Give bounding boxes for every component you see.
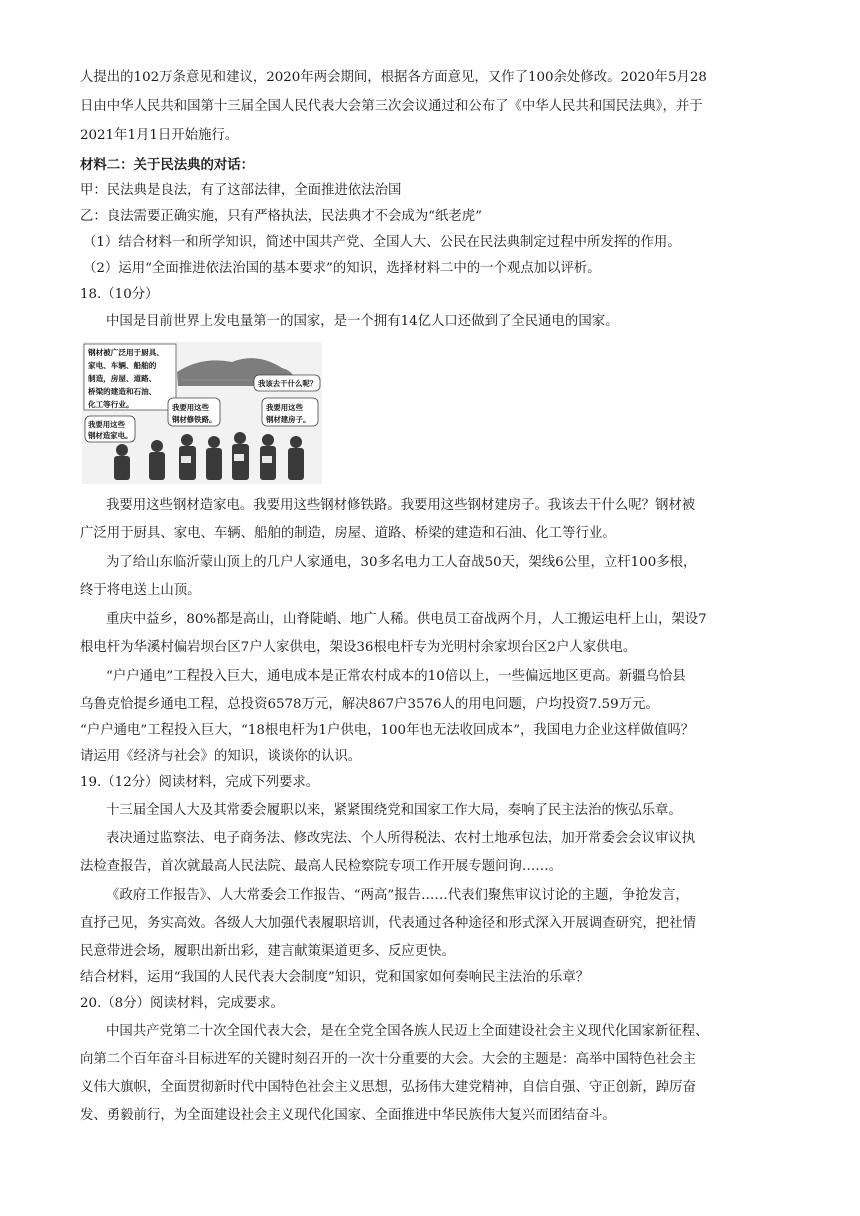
material-two-title: 材料二：关于民法典的对话：: [80, 157, 255, 173]
cartoon-bubble-a-line: 钢材造家电。: [88, 431, 133, 440]
text-line: 民意带进会场，履职出新出彩，建言献策渠道更多、反应更快。: [80, 944, 455, 959]
text-line: 发、勇毅前行，为全面建设社会主义现代化国家、全面推进中华民族伟大复兴而团结奋斗。: [80, 1108, 616, 1123]
text-line: 根电杆为华溪村偏岩坝台区7户人家供电，架设36根电杆专为光明村余家坝台区2户人家供电。: [80, 640, 637, 655]
question-18-prompt: “户户通电”工程投入巨大，“18根电杆为1户供电，100年也无法收回成本”，我国电力企业这样做值吗？: [80, 723, 695, 738]
cartoon-bubble-c-line: 钢材建房子。: [266, 415, 311, 424]
cartoon-note-line: 化工等行业。: [88, 400, 134, 409]
text-line: 乌鲁克恰提乡通电工程，总投资6578万元，解决867户3576人的用电问题，户均投资7.59万元。: [80, 697, 659, 712]
cartoon-bubble-d: 我该去干什么呢？: [258, 379, 318, 388]
cartoon-bubble-a-line: 我要用这些: [88, 420, 125, 429]
question-17-1: （1）结合材料一和所学知识，简述中国共产党、全国人大、公民在民法典制定过程中所发挥的作用。: [83, 235, 681, 250]
text-line: “户户通电”工程投入巨大，通电成本是正常农村成本的10倍以上，一些偏远地区更高。新疆乌恰县: [106, 669, 686, 684]
text-line: 《政府工作报告》、人大常委会工作报告、“两高”报告……代表们聚焦审议讨论的主题，争抢发言，: [106, 888, 689, 903]
text-line: 中国是目前世界上发电量第一的国家，是一个拥有14亿人口还做到了全民通电的国家。: [106, 314, 619, 329]
text-line: 法检查报告，首次就最高人民法院、最高人民检察院专项工作开展专题问询……。: [80, 859, 563, 874]
text-line: 表决通过监察法、电子商务法、修改宪法、个人所得税法、农村土地承包法，加开常委会会议审议执: [106, 831, 696, 846]
question-18-prompt: 请运用《经济与社会》的知识，谈谈你的认识。: [80, 749, 362, 764]
cartoon-note-line: 家电、车辆、船舶的: [88, 361, 157, 370]
text-line: 十三届全国人大及其常委会履职以来，紧紧围绕党和国家工作大局，奏响了民主法治的恢弘乐章。: [106, 803, 682, 818]
cartoon-note-line: 制造，房屋、道路、: [88, 374, 157, 383]
cartoon-note-line: 钢材被广泛用于厨具、: [88, 348, 164, 357]
question-19-header: 19.（12分）阅读材料，完成下列要求。: [80, 775, 320, 790]
steel-workers-cartoon: [82, 342, 322, 484]
cartoon-note-line: 桥梁的建造和石油、: [88, 387, 157, 396]
text-line: 中国共产党第二十次全国代表大会，是在全党全国各族人民迈上全面建设社会主义现代化国家新征程、: [106, 1024, 709, 1039]
text-line: 为了给山东临沂蒙山顶上的几户人家通电，30多名电力工人奋战50天，架线6公里，立杆100多根，: [106, 555, 697, 570]
cartoon-bubble-b-line: 我要用这些: [172, 403, 209, 412]
text-line: 日由中华人民共和国第十三届全国人民代表大会第三次会议通过和公布了《中华人民共和国民法典》，并于: [80, 99, 703, 114]
text-line: 我要用这些钢材造家电。我要用这些钢材修铁路。我要用这些钢材建房子。我该去干什么呢？钢材被: [106, 498, 696, 513]
text-line: 广泛用于厨具、家电、车辆、船舶的制造，房屋、道路、桥梁的建造和石油、化工等行业。: [80, 526, 616, 541]
dialogue-jia: 甲：民法典是良法，有了这部法律，全面推进依法治国: [80, 183, 402, 198]
cartoon-bubble-b-line: 钢材修铁路。: [172, 415, 217, 424]
question-17-2: （2）运用“全面推进依法治国的基本要求”的知识，选择材料二中的一个观点加以评析。: [83, 261, 601, 276]
text-line: 人提出的102万条意见和建议，2020年两会期间，根据各方面意见，又作了100余处修改。2020年5月28: [80, 70, 707, 85]
text-line: 向第二个百年奋斗目标进军的关键时刻召开的一次十分重要的大会。大会的主题是：高举中国特色社会主: [80, 1052, 696, 1067]
text-line: 2021年1月1日开始施行。: [80, 128, 239, 143]
question-19-prompt: 结合材料，运用“我国的人民代表大会制度”知识，党和国家如何奏响民主法治的乐章？: [80, 970, 590, 985]
text-line: 重庆中益乡，80%都是高山，山脊陡峭、地广人稀。供电员工奋战两个月，人工搬运电杆上山，架设7: [106, 612, 707, 627]
question-20-header: 20.（8分）阅读材料，完成要求。: [80, 996, 284, 1011]
question-18-header: 18.（10分）: [80, 287, 159, 302]
text-line: 义伟大旗帜，全面贯彻新时代中国特色社会主义思想，弘扬伟大建党精神，自信自强、守正创新，踔厉奋: [80, 1080, 696, 1095]
cartoon-bubble-c-line: 我要用这些: [266, 403, 303, 412]
text-line: 直抒己见，务实高效。各级人大加强代表履职培训，代表通过各种途径和形式深入开展调查研究，把社情: [80, 916, 696, 931]
text-line: 终于将电送上山顶。: [80, 583, 201, 598]
dialogue-yi: 乙：良法需要正确实施，只有严格执法，民法典才不会成为“纸老虎”: [80, 209, 483, 224]
